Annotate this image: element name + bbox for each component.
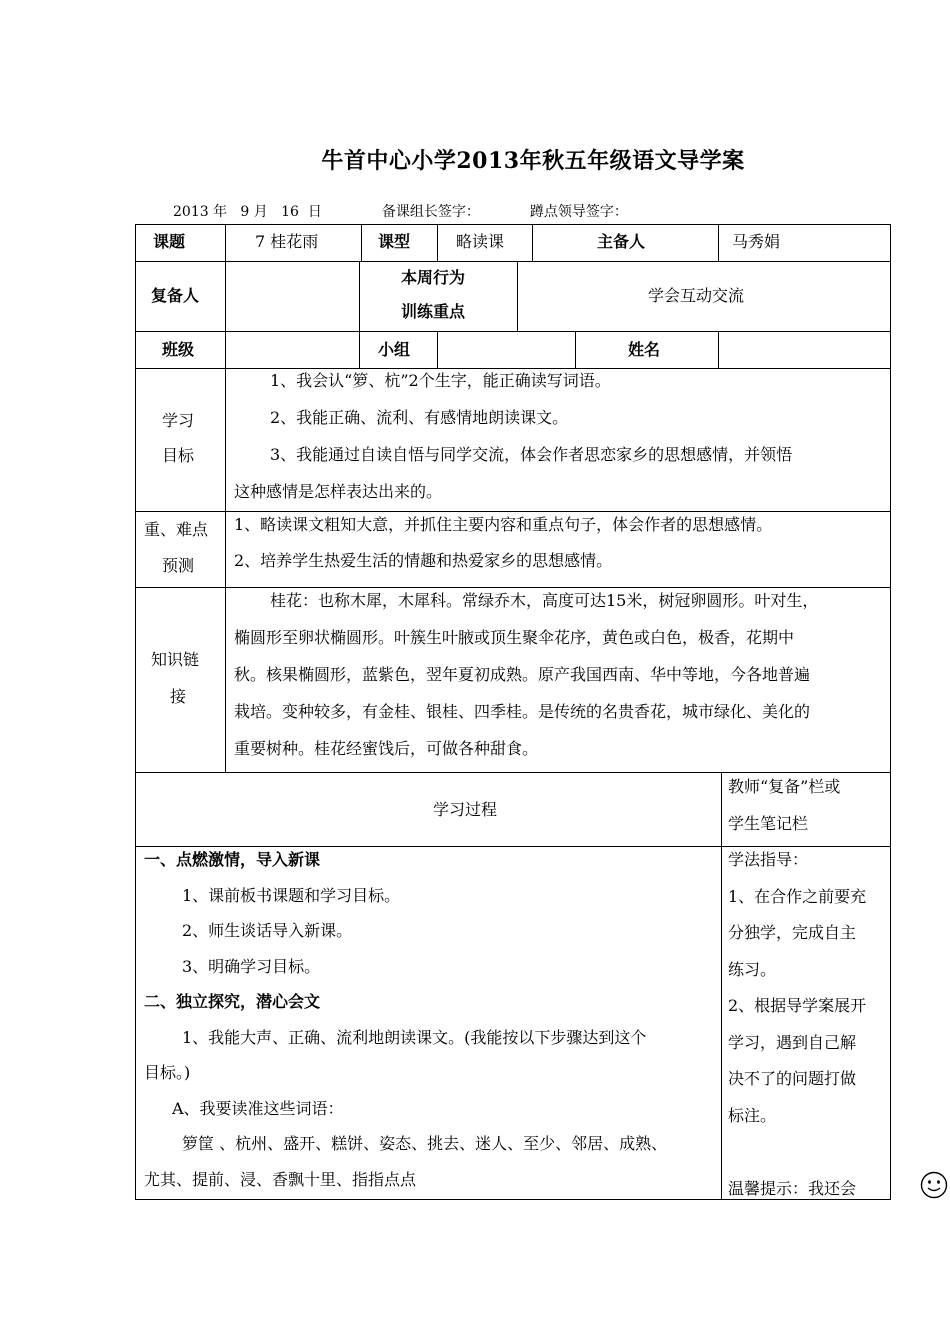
side-note-line: 决不了的问题打做 [728,1069,857,1088]
side-note-line: 温馨提示：我还会 [728,1178,857,1198]
meta-row [173,201,628,221]
group-label: 小组 [378,340,411,359]
process-header-label: 学习过程 [433,800,498,819]
key-points-list [234,507,886,579]
side-note-line: 分独学，完成自主 [728,923,857,942]
topic-value: 7 桂花雨 [255,232,319,251]
side-note-line: 2、根据导学案展开 [728,996,867,1015]
side-note-line: 标注。 [728,1105,777,1125]
knowledge-text [234,582,886,767]
goals-label-2: 目标 [162,446,195,465]
process-section-heading: 一、点燃激情，导入新课 [144,850,321,869]
process-line: 3、明确学习目标。 [182,956,321,976]
date-text: 2013 年 9 月 16 日 [173,204,322,220]
process-line: 尤其、提前、浸、香飘十里、指指点点 [144,1169,417,1189]
process-line: 箩筐 、杭州、盛开、糕饼、姿态、挑去、迷人、至少、邻居、成熟、 [182,1134,668,1153]
page-title: 牛首中心小学2013年秋五年级语文导学案 [321,148,745,174]
process-line: 2、师生谈话导入新课。 [182,921,353,940]
process-line: A、我要读准这些词语： [172,1098,344,1118]
behavior-value: 学会互动交流 [648,286,745,305]
topic-label: 课题 [153,232,186,251]
name-label: 姓名 [628,340,661,359]
process-section-heading: 二、独立探究，潜心会文 [144,992,321,1011]
leader-sign-label: 备课组长签字： [381,204,480,220]
knowledge-line: 秋。核果椭圆形，蓝紫色，翌年夏初成熟。原产我国西南、华中等地，今各地普遍 [234,665,811,684]
knowledge-label-1: 知识链 [151,650,200,669]
knowledge-line: 椭圆形至卵状椭圆形。叶簇生叶腋或顶生聚伞花序，黄色或白色，极香，花期中 [234,628,795,647]
goal-item: 1、我会认“箩、杭”2个生字，能正确读写词语。 [270,371,611,390]
process-content [144,842,719,1197]
process-line: 1、我能大声、正确、流利地朗读课文。(我能按以下步骤达到这个 [182,1027,647,1047]
key-point-item: 2、培养学生热爱生活的情趣和热爱家乡的思想感情。 [234,551,613,570]
goal-item: 2、我能正确、流利、有感情地朗读课文。 [270,408,569,427]
process-line: 1、课前板书课题和学习目标。 [182,885,401,905]
knowledge-line: 重要树种。桂花经蜜饯后，可做各种甜食。 [234,739,539,758]
process-side-notes [728,842,888,1207]
knowledge-label-2: 接 [170,687,187,706]
main-prep-label: 主备人 [597,232,646,251]
behavior-label-1: 本周行为 [401,268,466,287]
co-prep-label: 复备人 [151,286,200,305]
main-prep-value: 马秀娟 [732,232,781,251]
knowledge-line: 桂花：也称木犀，木犀科。常绿乔木，高度可达15米，树冠卵圆形。叶对生， [270,591,819,610]
key-points-label-1: 重、难点 [144,520,209,539]
side-note-line: 1、在合作之前要充 [728,886,867,906]
side-header-line: 教师“复备”栏或 [728,777,841,796]
side-note-line: 学习，遇到自己解 [728,1032,857,1052]
goal-item: 这种感情是怎样表达出来的。 [234,482,443,501]
smiley-icon [920,1171,948,1199]
goals-label-1: 学习 [162,411,195,430]
type-label: 课型 [378,232,411,251]
key-points-label-2: 预测 [162,556,195,575]
class-label: 班级 [162,340,195,359]
side-note-line: 练习。 [728,959,777,979]
supervisor-sign-label: 蹲点领导签字： [529,204,628,220]
process-side-header [728,768,888,842]
process-line: 目标。) [144,1063,191,1082]
goals-list [234,362,886,510]
side-note-line: 学法指导： [728,850,809,869]
goal-item: 3、我能通过自读自悟与同学交流，体会作者思恋家乡的思想感情，并领悟 [270,445,793,464]
key-point-item: 1、略读课文粗知大意，并抓住主要内容和重点句子，体会作者的思想感情。 [234,515,773,534]
type-value: 略读课 [456,232,505,251]
knowledge-line: 栽培。变种较多，有金桂、银桂、四季桂。是传统的名贵香花，城市绿化、美化的 [234,702,811,721]
behavior-label-2: 训练重点 [401,302,466,321]
side-header-line: 学生笔记栏 [728,814,809,833]
side-note-line [728,1134,888,1171]
